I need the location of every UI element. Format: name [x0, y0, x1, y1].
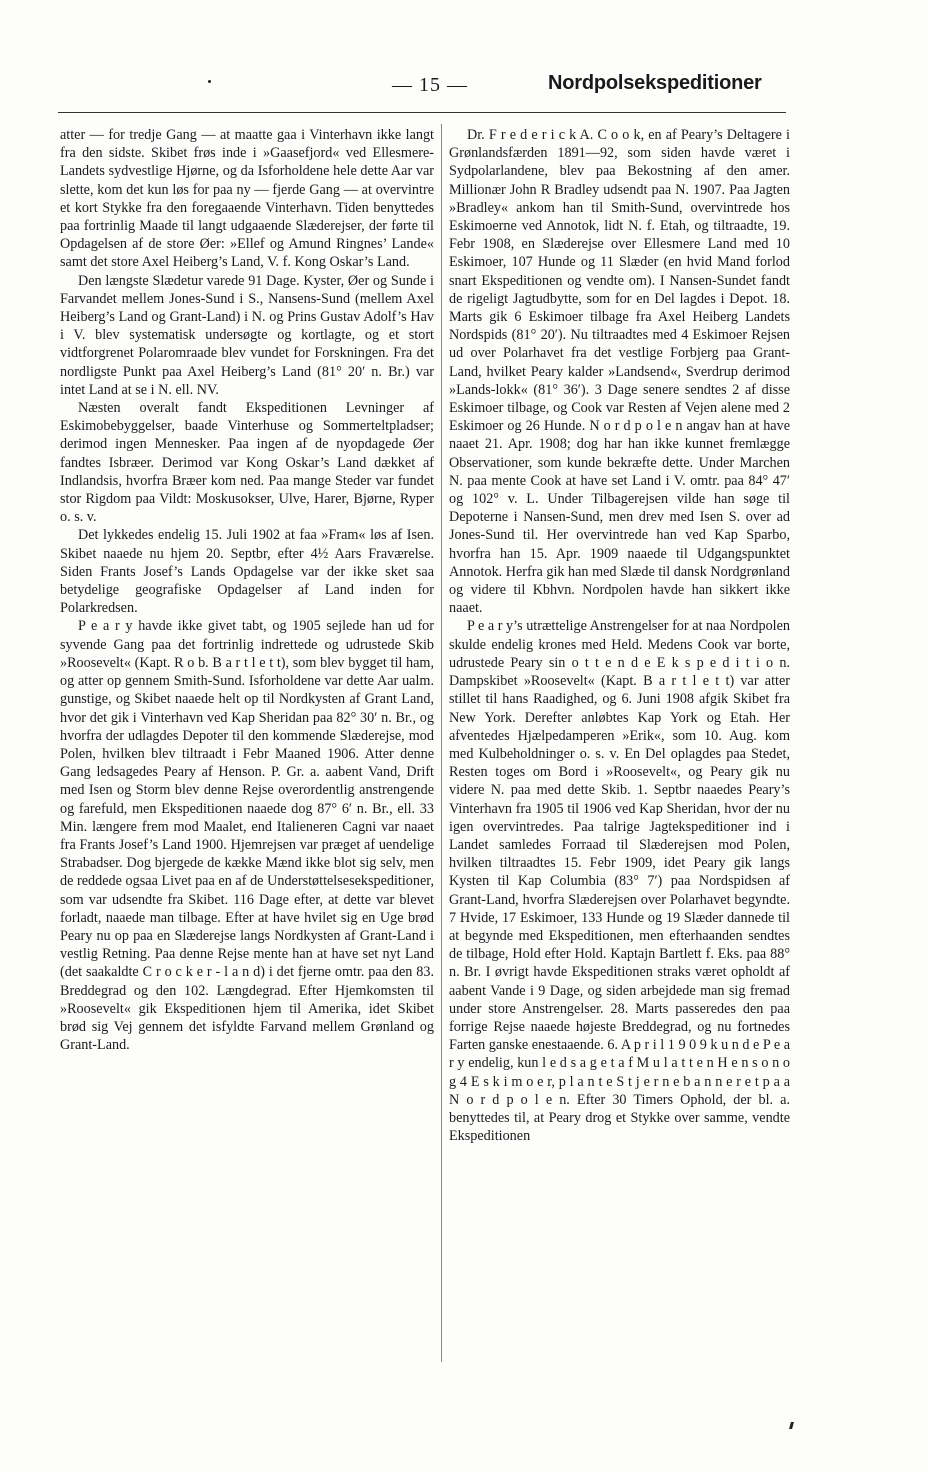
paragraph: Den længste Slædetur varede 91 Dage. Kyster, Øer og Sunde i Farvandet mellem Jones-Sund i S., Nansens-Sund (mellem Axel Heiberg’s Land og Grant-Land) i N. og Prins Gustav Adolf’s Hav i V. blev systematisk undersøgte og kortlagte, og et stort vidtforgrenet Polaromraade blev vundet for Forskningen. Fra det nordligste Punkt paa Axel Heiberg’s Land (81° 20′ n. Br.) var intet Land at se i N. ell. NV. [60, 272, 434, 398]
printer-dot [208, 80, 211, 83]
right-column [449, 126, 790, 1145]
paragraph: P e a r y’s utrættelige Anstrengelser for at naa Nordpolen skulde endelig krones med Held. Medens Cook var borte, udrustede Peary sin o t t e n d e E k s p e d i t i o n. Dampskibet »Roosevelt« (Kapt. B a r t l e t t) var atter stillet til hans Raadighed, og 6. Juni 1908 afgik Skibet fra New York. Derefter anløbtes Kap York og Etah. Her afventedes Hjælpedamperen »Erik«, som 10. Aug. kom med Kulbeholdninger o. s. v. En Del oplagdes paa Stedet, Resten toges om Bord i »Roosevelt«, og Peary gik nu videre N. paa med dette Skib. 1. Septbr naaedes Peary’s Vinterhavn fra 1905 til 1906 ved Kap Sheridan, hvor der nu igen overvintredes. Paa talrige Jagtekspeditioner ind i Landet samledes Forraad til Slæderejsen mod Polen, hvilken tiltraadtes 15. Febr 1909, idet Peary gik langs Kysten til Kap Columbia (83° 7′) paa Nordspidsen af Grant-Land, hvorfra Slæderejsen over Polarhavet begyndte. 7 Hvide, 17 Eskimoer, 133 Hunde og 19 Slæder dannede til at begynde med Ekspeditionen, men efterhaanden sendtes de tilbage, Hold efter Hold. Kaptajn Bartlett f. Eks. paa 88° n. Br. I øvrigt havde Ekspeditionen straks været opholdt af aabent Vande i 9 Dage, og siden arbejdede man sig fremad under store Anstrengelser. 28. Marts passeredes den paa forrige Rejse naaede højeste Breddegrad, og nu fortnedes Farten ganske enestaaende. 6. A p r i l 1 9 0 9 k u n d e P e a r y endelig, kun l e d s a g e t a f M u l a t t e n H e n s o n o g 4 E s k i m o e r, p l a n t e S t j e r n e b a n n e r e t p a a N o r d p o l e n. Efter 30 Timers Ophold, der bl. a. benyttedes til, at Peary drog et Stykke over samme, vendte Ekspeditionen [449, 618, 790, 1145]
column-divider [441, 124, 442, 1362]
paragraph: Næsten overalt fandt Ekspeditionen Levninger af Eskimobebyggelser, baade Vinterhuse og Sommerteltpladser; derimod ingen Mennesker. Paa ingen af de nyopdagede Øer fandtes Isbræer. Derimod var Kong Oskar’s Land dækket af Indlandsis, hvorfra Bræer kom ned. Paa mange Steder var fundet stor Rigdom paa Vildt: Moskusokser, Ulve, Harer, Bjørne, Ryper o. s. v. [60, 400, 434, 526]
paragraph: atter — for tredje Gang — at maatte gaa i Vinterhavn ikke langt fra den sidste. Skibet frøs inde i »Gaasefjord« ved Ellesmere-Landets sydvestlige Hjørne, og da Isforholdene hele dette Aar var slette, kom det kun løs for paa ny — fjerde Gang — at overvintre et kort Stykke fra den foregaaende Vinterhavn. Tiden benyttedes paa fortrinlig Maade til langt udgaaende Slæderejser, der førte til Opdagelsen af de store Øer: »Ellef og Amund Ringnes’ Lande« samt det store Axel Heiberg’s Land, V. f. Kong Oskar’s Land. [60, 127, 434, 271]
left-column [60, 126, 434, 1054]
page-header [0, 74, 928, 106]
paragraph: P e a r y havde ikke givet tabt, og 1905 sejlede han ud for syvende Gang paa det fortrinlig indrettede og udrustede Skib »Roosevelt« (Kapt. R o b. B a r t l e t t), som blev bygget til ham, og atter op gennem Smith-Sund. Isforholdene var dette Aar ualm. gunstige, og Skibet naaede helt op til Nordkysten af Grant Land, hvor det gik i Vinterhavn ved Kap Sheridan paa 82° 30′ n. Br., og hvorfra der udlagdes Depoter til den kommende Slæderejse, mod Polen, hvilken blev tiltraadt i Febr Maaned 1906. Atter denne Gang ledsagedes Peary af Henson. P. Gr. a. aabent Vand, Drift med Isen og Storm blev denne Rejse overordentlig anstrengende og farefuld, men Ekspeditionen naaede dog 87° 6′ n. Br., ell. 33 Min. længere frem mod Maalet, end Italieneren Cagni var naaet fra Frants Josef’s Land 1900. Hjemrejsen var præget af uendelige Strabadser. Dog bjergede de kække Mænd ikke blot sig selv, men de reddede ogsaa Livet paa en af de Understøttelsesekspeditioner, som var udsendte fra Skibet. 116 Dage efter, at dette var blevet forladt, naaede man tilbage. Efter at have hvilet sig en Uge brød Peary nu op paa en Slæderejse langs Nordkysten af Grant-Land i vestlig Retning. Paa denne Rejse mente han at have set nyt Land (det saakaldte C r o c k e r - l a n d) i det fjerne omtr. paa den 83. Breddegrad og den 102. Længdegrad. Efter Hjemkomsten til »Roosevelt« gik Ekspeditionen hjem til Amerika, idet Skibet brød sig Vej gennem det isfyldte Farvand mellem Grønland og Grant-Land. [60, 618, 434, 1054]
paragraph: Dr. F r e d e r i c k A. C o o k, en af Peary’s Deltagere i Grønlandsfærden 1891—92, som siden havde været i Sydpolarlandene, blev paa Bekostning af den amer. Millionær John R Bradley udsendt paa N. 1907. Paa Jagten »Bradley« ankom han til Smith-Sund, overvintrede hos Eskimoerne ved Annotok, lidt N. f. Etah, og tiltraadte, 19. Febr 1908, en Slæderejse over Ellesmere Land med 10 Eskimoer, 107 Hunde og 11 Slæder (en hvid Mand forlod snart Ekspeditionen og vendte om). I Nansen-Sundet fandt de rigeligt Jagtudbytte, som for en Del lagdes i Depot. 18. Marts gik 6 Eskimoer tilbage fra Axel Heiberg Landets Nordspids (81° 20′). Nu tiltraadtes med 4 Eskimoer Rejsen ud over Polarhavet fra det vestlige Forbjerg paa Grant-Land, hvilket Peary kalder »Landsend«, Sverdrup derimod »Lands-lokk« (81° 36′). 3 Dage senere sendtes 2 af disse Eskimoer tilbage, og Cook var Resten af Vejen alene med 2 Eskimoer og 26 Hunde. N o r d p o l e n angav han at have naaet 21. Apr. 1908; dog har han ikke kunnet fremlægge Observationer, som kunde bekræfte dette. Under Marchen N. paa mente Cook at have set Land i V. omtr. paa 84° 47′ og 102° v. L. Under Tilbagerejsen vilde han søge til Depoterne i Nansen-Sund, men drev med Isen S. over ad Jones-Sund til. Her overvintrede han ved Kap Sparbo, hvorfra han 15. Apr. 1909 naaede til Udgangspunktet Annotok. Herfra gik han med Slæde til dansk Nordgrønland og videre til Kbhvn. Nordpolen havde han sikkert ikke naaet. [449, 127, 790, 617]
printer-mark [789, 1422, 794, 1429]
header-rule [58, 112, 786, 113]
page-number: — 15 — [392, 74, 468, 96]
running-title: Nordpolsekspeditioner [548, 72, 762, 94]
paragraph: Det lykkedes endelig 15. Juli 1902 at faa »Fram« løs af Isen. Skibet naaede nu hjem 20. Septbr, efter 4½ Aars Fraværelse. Siden Frants Josef’s Lands Opdagelse var der ikke sket saa betydelige geografiske Opdagelser af Land inden for Polarkredsen. [60, 527, 434, 617]
